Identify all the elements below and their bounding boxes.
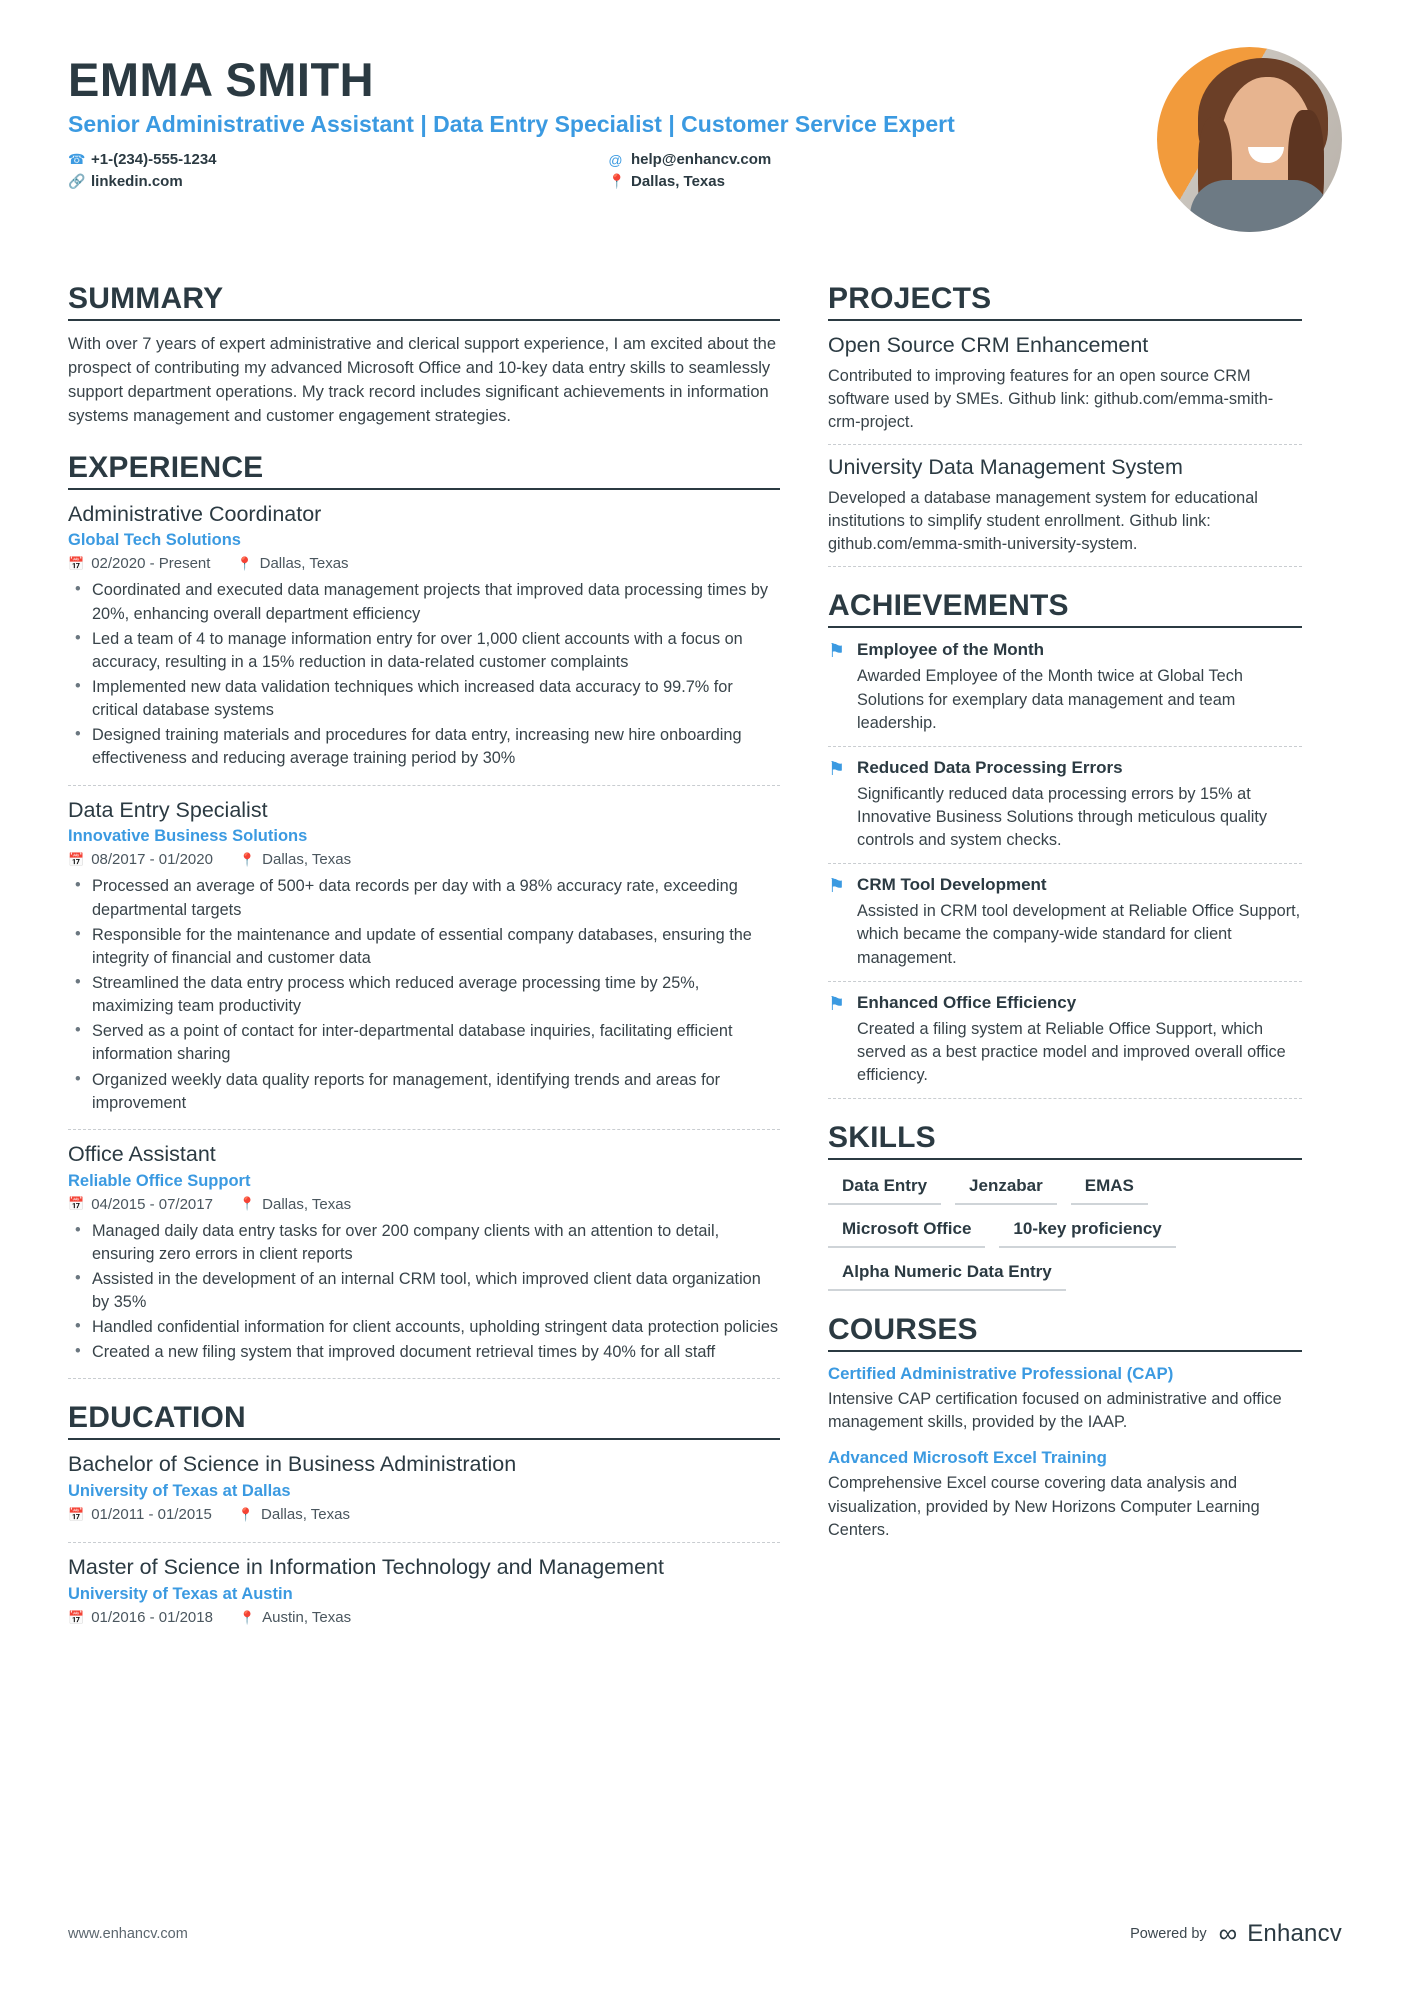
brand-name: Enhancv [1247, 1919, 1342, 1947]
experience-entry [68, 502, 780, 786]
education-location-text: Dallas, Texas [261, 1506, 350, 1524]
date-range [68, 1609, 213, 1626]
section-heading-achievements: ACHIEVEMENTS [828, 589, 1302, 628]
contact-info [68, 151, 1342, 190]
job-title: Administrative Coordinator [68, 501, 322, 526]
enhancv-logo-icon: ∞ [1218, 1918, 1236, 1948]
achievement-entry [828, 875, 1302, 981]
contact-linkedin-text: linkedin.com [91, 173, 183, 191]
list-item: • Assisted in the development of an internal CRM tool, which improved client data organization by 35% [68, 1268, 780, 1314]
list-item: • Managed daily data entry tasks for over 200 company clients with an attention to detail, ensuring zero errors in client reports [68, 1220, 780, 1266]
project-title: Open Source CRM Enhancement [828, 333, 1149, 357]
flag-icon: ⚑ [828, 641, 846, 663]
achievement-description: Significantly reduced data processing errors by 15% at Innovative Business Solutions through meticulous quality controls and system checks. [857, 784, 1268, 850]
job-title: Office Assistant [68, 1141, 216, 1166]
date-range-text: 04/2015 - 07/2017 [91, 1195, 213, 1213]
school-name: University of Texas at Dallas [68, 1482, 291, 1501]
project-entry [828, 455, 1302, 567]
course-title: Certified Administrative Professional (CAP) [828, 1364, 1174, 1384]
job-location-text: Dallas, Texas [262, 851, 352, 869]
skill-tag: EMAS [1071, 1172, 1148, 1205]
date-range [68, 1196, 213, 1213]
avatar [1157, 47, 1342, 232]
job-bullets [68, 1220, 780, 1365]
job-location-text: Dallas, Texas [262, 1195, 352, 1213]
education-meta [68, 1506, 780, 1523]
date-range [68, 555, 210, 572]
calendar-icon: 📅 [68, 1196, 85, 1212]
achievement-title: Enhanced Office Efficiency [857, 992, 1077, 1012]
summary-text: With over 7 years of expert administrative and clerical support experience, I am excited about the prospect of contributing my advanced Microsoft Office and 10-key data entry skills to seamlessly support department operations. My track record includes significant achievements in information systems management and customer engagement strategies. [68, 335, 777, 425]
list-item: • Streamlined the data entry process which reduced average processing time by 25%, maximizing team productivity [68, 972, 780, 1018]
calendar-icon: 📅 [68, 1609, 85, 1625]
job-title: Data Entry Specialist [68, 797, 268, 822]
achievement-entry [828, 993, 1302, 1099]
skills-list [828, 1172, 1302, 1291]
list-item: • Coordinated and executed data management projects that improved data processing times by 20%, enhancing overall department efficiency [68, 579, 780, 625]
education-entry [68, 1555, 780, 1645]
list-item: • Designed training materials and procedures for data entry, increasing new hire onboarding effectiveness and reducing average training period by 30% [68, 724, 780, 770]
list-item: • Served as a point of contact for inter-departmental database inquiries, facilitating efficient information sharing [68, 1020, 780, 1066]
project-title: University Data Management System [828, 455, 1183, 480]
education-location [239, 1609, 351, 1626]
resume-header [68, 55, 1342, 260]
flag-icon: ⚑ [828, 876, 846, 898]
date-range-text: 02/2020 - Present [91, 555, 211, 573]
date-range [68, 1506, 212, 1523]
school-name: University of Texas at Austin [68, 1585, 293, 1604]
job-bullets [68, 875, 780, 1114]
skill-tag: Data Entry [828, 1172, 941, 1205]
contact-phone-text: +1-(234)-555-1234 [91, 151, 217, 169]
brand-credit [1130, 1918, 1342, 1949]
job-bullets [68, 579, 780, 770]
date-range-text: 01/2011 - 01/2015 [91, 1506, 212, 1524]
education-location-text: Austin, Texas [262, 1609, 352, 1627]
skill-tag: 10-key proficiency [999, 1215, 1175, 1248]
company-name: Innovative Business Solutions [68, 827, 308, 846]
degree-title: Bachelor of Science in Business Administration [68, 1452, 517, 1477]
location-icon: 📍 [237, 1506, 255, 1522]
achievement-title: CRM Tool Development [857, 875, 1047, 895]
location-icon: 📍 [238, 851, 256, 867]
achievement-description: Created a filing system at Reliable Office Support, which served as a best practice model and improved overall office efficiency. [857, 1019, 1286, 1084]
contact-location-text: Dallas, Texas [631, 173, 725, 191]
course-description: Intensive CAP certification focused on administrative and office management skills, provided by the IAAP. [828, 1390, 1282, 1432]
achievement-description: Awarded Employee of the Month twice at Global Tech Solutions for exemplary data management and team leadership. [857, 667, 1243, 732]
skill-tag: Jenzabar [955, 1172, 1057, 1205]
achievement-title: Employee of the Month [857, 640, 1045, 660]
education-location [238, 1506, 350, 1523]
section-heading-education: EDUCATION [68, 1401, 780, 1440]
flag-icon: ⚑ [828, 993, 846, 1015]
section-heading-projects: PROJECTS [828, 282, 1302, 321]
contact-phone[interactable] [68, 151, 608, 168]
list-item: • Handled confidential information for client accounts, upholding stringent data protection policies [68, 1316, 780, 1339]
experience-entry [68, 798, 780, 1130]
location-icon: 📍 [608, 173, 626, 190]
job-location-text: Dallas, Texas [259, 555, 349, 573]
job-meta [68, 1196, 780, 1213]
calendar-icon: 📅 [68, 555, 85, 571]
section-heading-summary: SUMMARY [68, 282, 780, 321]
job-location [236, 555, 348, 572]
section-heading-courses: COURSES [828, 1313, 1302, 1352]
calendar-icon: 📅 [68, 1506, 85, 1522]
email-icon: @ [608, 151, 623, 168]
course-entry [828, 1364, 1302, 1434]
achievement-title: Reduced Data Processing Errors [857, 757, 1123, 777]
page-footer [68, 1918, 1342, 1949]
flag-icon: ⚑ [828, 758, 846, 780]
experience-entry [68, 1142, 780, 1380]
project-description: Developed a database management system for educational institutions to simplify student enrollment. Github link: github.com/emma-smith-university-system. [828, 489, 1258, 554]
course-title: Advanced Microsoft Excel Training [828, 1448, 1107, 1468]
company-name: Reliable Office Support [68, 1171, 251, 1190]
location-icon: 📍 [238, 1196, 256, 1212]
skill-tag: Alpha Numeric Data Entry [828, 1258, 1066, 1291]
location-icon: 📍 [238, 1609, 256, 1625]
calendar-icon: 📅 [68, 851, 85, 867]
course-description: Comprehensive Excel course covering data analysis and visualization, provided by New Horizons Computer Learning Centers. [828, 1474, 1260, 1539]
link-icon: 🔗 [68, 173, 86, 190]
job-meta [68, 851, 780, 868]
list-item: • Implemented new data validation techniques which increased data accuracy to 99.7% for critical database systems [68, 676, 780, 722]
project-description: Contributed to improving features for an open source CRM software used by SMEs. Github link: github.com/emma-smith-crm-project. [828, 366, 1274, 432]
section-heading-experience: EXPERIENCE [68, 451, 780, 490]
section-heading-skills: SKILLS [828, 1121, 1302, 1160]
contact-email-text: help@enhancv.com [631, 151, 772, 169]
degree-title: Master of Science in Information Technology and Management [68, 1555, 664, 1580]
professional-headline: Senior Administrative Assistant | Data Entry Specialist | Customer Service Expert [68, 111, 955, 138]
list-item: • Created a new filing system that improved document retrieval times by 40% for all staff [68, 1341, 780, 1364]
phone-icon: ☎ [68, 151, 86, 168]
contact-linkedin[interactable] [68, 173, 608, 190]
course-entry [828, 1448, 1302, 1541]
job-meta [68, 555, 780, 572]
avatar-shirt [1190, 180, 1330, 232]
company-name: Global Tech Solutions [68, 531, 241, 550]
left-column [68, 282, 780, 1657]
date-range-text: 01/2016 - 01/2018 [91, 1609, 213, 1627]
page-title: EMMA SMITH [68, 53, 375, 106]
list-item: • Responsible for the maintenance and update of essential company databases, ensuring the integrity of financial and customer data [68, 924, 780, 970]
achievement-description: Assisted in CRM tool development at Reliable Office Support, which became the company-wide standard for client management. [857, 902, 1301, 967]
powered-by-label: Powered by [1130, 1925, 1207, 1942]
education-entry [68, 1452, 780, 1543]
skill-tag: Microsoft Office [828, 1215, 985, 1248]
list-item: • Organized weekly data quality reports for management, identifying trends and areas for improvement [68, 1069, 780, 1115]
education-meta [68, 1609, 780, 1626]
achievement-entry [828, 640, 1302, 746]
job-location [239, 851, 351, 868]
list-item: • Processed an average of 500+ data records per day with a 98% accuracy rate, exceeding departmental targets [68, 875, 780, 921]
project-entry [828, 333, 1302, 445]
date-range [68, 851, 213, 868]
job-location [239, 1196, 351, 1213]
date-range-text: 08/2017 - 01/2020 [91, 851, 213, 869]
location-icon: 📍 [236, 555, 253, 571]
right-column [828, 282, 1302, 1657]
achievement-entry [828, 758, 1302, 864]
footer-website[interactable]: www.enhancv.com [68, 1925, 188, 1942]
list-item: • Led a team of 4 to manage information entry for over 1,000 client accounts with a focus on accuracy, resulting in a 15% reduction in data-related customer complaints [68, 628, 780, 674]
